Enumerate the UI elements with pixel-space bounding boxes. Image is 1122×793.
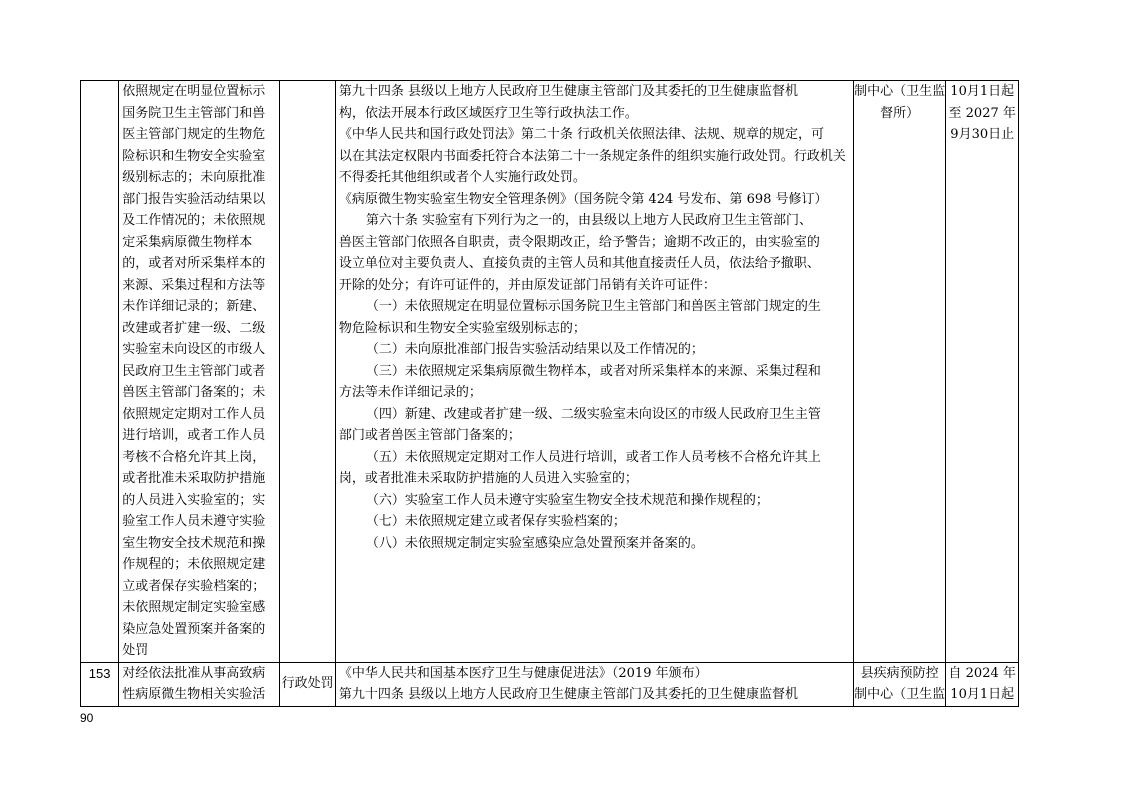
basis-line: （五）未依照规定定期对工作人员进行培训，或者工作人员考核不合格允许其上 xyxy=(365,449,821,465)
item-line: 考核不合格允许其上岗， xyxy=(122,449,266,465)
basis-line: 构，依法开展本行政区域医疗卫生等行政执法工作。 xyxy=(338,105,638,121)
time-line: 至 2027 年 xyxy=(948,105,1016,121)
item-line: 民政府卫生主管部门或者 xyxy=(122,363,266,379)
time-cell xyxy=(946,662,1019,706)
type-cell: 行政处罚 xyxy=(280,662,335,706)
table-row xyxy=(81,81,1019,663)
item-line: 依照规定定期对工作人员 xyxy=(122,406,266,422)
item-line: 处罚 xyxy=(122,643,149,658)
item-line: 的人员进入实验室的；实 xyxy=(122,492,266,508)
basis-line: （四）新建、改建或者扩建一级、二级实验室未向设区的市级人民政府卫生主管 xyxy=(365,406,821,422)
basis-line: 第九十四条 县级以上地方人民政府卫生健康主管部门及其委托的卫生健康监督机 xyxy=(338,84,799,99)
item-text xyxy=(119,81,279,662)
basis-line: 第六十条 实验室有下列行为之一的，由县级以上地方人民政府卫生主管部门、 xyxy=(365,213,813,228)
basis-line: 方法等未作详细记录的； xyxy=(338,385,482,400)
basis-line: 部门或者兽医主管部门备案的； xyxy=(338,428,521,443)
item-text xyxy=(119,663,279,706)
page-number: 90 xyxy=(80,711,94,725)
item-cell xyxy=(119,662,280,706)
item-line: 验室工作人员未遵守实验 xyxy=(122,514,266,529)
org-cell xyxy=(853,662,946,706)
basis-line: （一）未依照规定在明显位置标示国务院卫生主管部门和兽医主管部门规定的生 xyxy=(365,299,821,314)
basis-line: 《中华人民共和国基本医疗卫生与健康促进法》（2019 年颁布） xyxy=(338,665,708,681)
item-line: 或者批准未采取防护措施 xyxy=(122,471,266,486)
time-line: 9月30日止 xyxy=(950,127,1015,142)
item-cell xyxy=(119,81,280,663)
row-number-cell xyxy=(81,81,119,663)
item-line: 来源、采集过程和方法等 xyxy=(122,277,266,293)
basis-line: 第九十四条 县级以上地方人民政府卫生健康主管部门及其委托的卫生健康监督机 xyxy=(338,687,799,702)
basis-line: （七）未依照规定建立或者保存实验档案的； xyxy=(365,514,626,529)
item-line: 作规程的；未依照规定建 xyxy=(122,557,266,572)
org-line: 制中心（卫生监 xyxy=(854,687,946,702)
basis-line: 设立单位对主要负责人、直接负责的主管人员和其他直接责任人员，依法给予撤职、 xyxy=(338,256,820,271)
type-cell xyxy=(280,81,335,663)
time-line: 10月1日起 xyxy=(950,687,1015,702)
time-line: 自 2024 年 xyxy=(948,665,1016,681)
item-line: 改建或者扩建一级、二级 xyxy=(122,320,266,336)
item-line: 部门报告实验活动结果以 xyxy=(122,191,266,207)
item-line: 医主管部门规定的生物危 xyxy=(122,127,266,142)
item-line: 级别标志的；未向原批准 xyxy=(122,170,266,185)
time-line: 10月1日起 xyxy=(950,84,1015,99)
item-line: 兽医主管部门备案的；未 xyxy=(122,385,266,400)
legal-basis-cell xyxy=(335,81,853,663)
admin-penalty-table xyxy=(80,80,1019,707)
item-line: 定采集病原微生物样本 xyxy=(122,234,253,250)
item-line: 染应急处置预案并备案的 xyxy=(122,621,266,637)
basis-line: （三）未依照规定采集病原微生物样本，或者对所采集样本的来源、采集过程和 xyxy=(365,363,821,379)
row-number-cell: 153 xyxy=(81,662,119,706)
item-line: 未依照规定制定实验室感 xyxy=(122,600,266,615)
basis-line: 岗，或者批准未采取防护措施的人员进入实验室的； xyxy=(338,471,638,486)
basis-line: 开除的处分；有许可证件的，并由原发证部门吊销有关许可证件： xyxy=(338,277,716,293)
item-line: 险标识和生物安全实验室 xyxy=(122,148,266,164)
legal-basis-cell xyxy=(335,662,853,706)
basis-line: 以在其法定权限内书面委托符合本法第二十一条规定条件的组织实施行政处罚。行政机关 xyxy=(338,148,846,164)
time-cell xyxy=(946,81,1019,663)
item-line: 的，或者对所采集样本的 xyxy=(122,256,266,271)
org-line: 县疾病预防控 xyxy=(860,665,939,681)
org-line: 督所） xyxy=(880,105,920,121)
basis-line: 兽医主管部门依照各自职责，责令限期改正，给予警告；逾期不改正的，由实验室的 xyxy=(338,234,820,250)
item-line: 国务院卫生主管部门和兽 xyxy=(122,105,266,121)
item-line: 依照规定在明显位置标示 xyxy=(122,84,266,99)
item-line: 及工作情况的；未依照规 xyxy=(122,213,266,228)
item-line: 性病原微生物相关实验活 xyxy=(122,687,266,702)
basis-line: （二）未向原批准部门报告实验活动结果以及工作情况的； xyxy=(365,342,704,357)
basis-line: （八）未依照规定制定实验室感染应急处置预案并备案的。 xyxy=(365,535,704,551)
item-line: 室生物安全技术规范和操 xyxy=(122,535,266,551)
org-line: 制中心（卫生监 xyxy=(854,84,946,99)
item-line: 立或者保存实验档案的； xyxy=(122,578,266,594)
org-cell xyxy=(853,81,946,663)
item-line: 实验室未向设区的市级人 xyxy=(122,342,266,357)
basis-line: 物危险标识和生物安全实验室级别标志的； xyxy=(338,320,586,336)
item-line: 未作详细记录的；新建、 xyxy=(122,299,266,314)
basis-line: 不得委托其他组织或者个人实施行政处罚。 xyxy=(338,170,586,185)
item-line: 对经依法批准从事高致病 xyxy=(122,665,266,681)
basis-line: 《中华人民共和国行政处罚法》第二十条 行政机关依照法律、法规、规章的规定，可 xyxy=(338,127,825,142)
basis-line: 《病原微生物实验室生物安全管理条例》（国务院令第 424 号发布、第 698 号修订） xyxy=(338,191,828,207)
basis-line: （六）实验室工作人员未遵守实验室生物安全技术规范和操作规程的； xyxy=(365,492,769,508)
table-row xyxy=(81,662,1019,706)
item-line: 进行培训，或者工作人员 xyxy=(122,428,266,443)
